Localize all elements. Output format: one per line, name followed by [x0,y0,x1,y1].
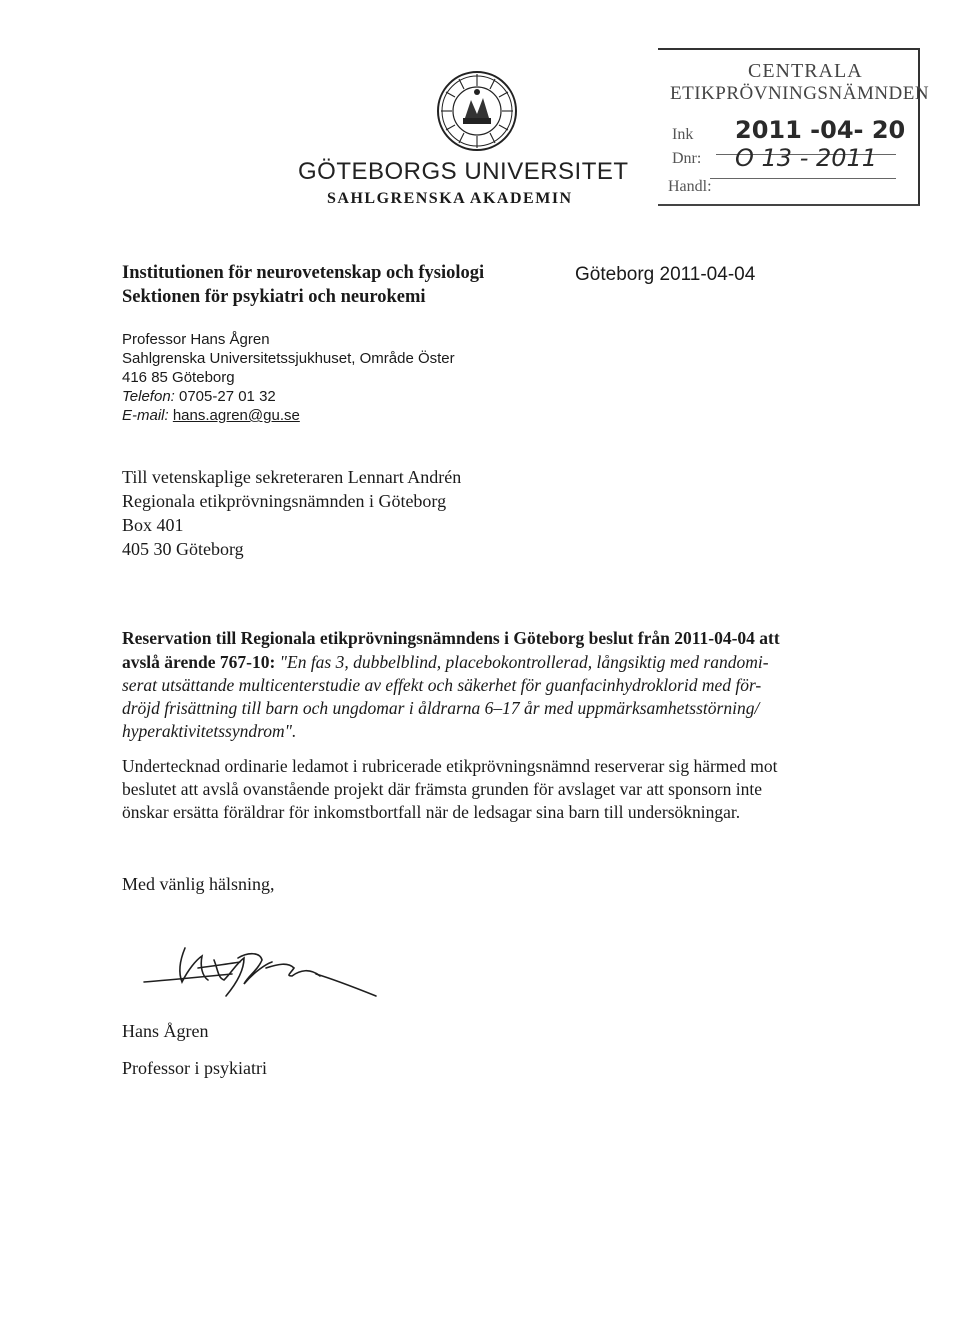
subject-line2 [122,652,769,673]
section-name: Sektionen för psykiatri och neurokemi [122,287,426,307]
subject-line5: hyperaktivitetssyndrom". [122,721,297,741]
recipient-line4: 405 30 Göteborg [122,539,244,559]
phone-label: Telefon: [122,388,175,405]
signer-title: Professor i psykiatri [122,1058,267,1078]
case-number: avslå ärende 767-10: [122,652,276,672]
sender-postal: 416 85 Göteborg [122,369,235,386]
stamp-ink-label: Ink [672,126,694,143]
sender-name: Professor Hans Ågren [122,331,270,348]
sender-email-line [122,407,300,424]
stamp-title-line1: CENTRALA [748,60,863,82]
stamp-ink-date: 2011 -04- 20 [735,116,906,144]
sender-address: Sahlgrenska Universitetssjukhuset, Område Öster [122,350,455,367]
subject-line3: serat utsättande multicenterstudie av effekt och säkerhet för guanfacinhydroklorid med för- [122,675,762,695]
email-label: E-mail: [122,407,169,424]
stamp-dnr-label: Dnr: [672,150,702,167]
phone-value: 0705-27 01 32 [179,388,276,405]
body-line2: beslutet att avslå ovanstående projekt där främsta grunden för avslaget var att sponsorn inte [122,779,762,799]
recipient-line3: Box 401 [122,515,184,535]
email-link[interactable]: hans.agren@gu.se [172,407,300,424]
body-line1: Undertecknad ordinarie ledamot i rubricerade etikprövningsnämnd reserverar sig härmed mot [122,756,778,776]
sender-phone-line [122,388,276,405]
signer-name: Hans Ågren [122,1021,209,1041]
institution-name: Institutionen för neurovetenskap och fysiologi [122,263,485,283]
body-line3: önskar ersätta föräldrar för inkomstbortfall när de ledsagar sina barn till undersökningar. [122,802,741,822]
study-title-part1: "En fas 3, dubbelblind, placebokontrollerad, långsiktig med randomi- [279,652,769,672]
stamp-dnr-value: O 13 - 2011 [735,144,878,172]
university-seal-icon [436,70,518,152]
academy-name: SAHLGRENSKA AKADEMIN [327,190,573,207]
university-name: GÖTEBORGS UNIVERSITET [298,158,629,185]
subject-line4: dröjd frisättning till barn och ungdomar i åldrarna 6–17 år med uppmärksamhetsstörning/ [122,698,760,718]
recipient-line2: Regionala etikprövningsnämnden i Göteborg [122,491,447,511]
stamp-title-line2: ETIKPRÖVNINGSNÄMNDEN [670,83,930,104]
recipient-line1: Till vetenskaplige sekreteraren Lennart Andrén [122,467,462,487]
closing-greeting: Med vänlig hälsning, [122,874,275,894]
subject-line1: Reservation till Regionala etikprövningsnämndens i Göteborg beslut från 2011-04-04 att [122,628,780,648]
handwritten-signature [140,940,380,1010]
letter-date: Göteborg 2011-04-04 [575,264,756,285]
stamp-handl-label: Handl: [668,178,712,195]
